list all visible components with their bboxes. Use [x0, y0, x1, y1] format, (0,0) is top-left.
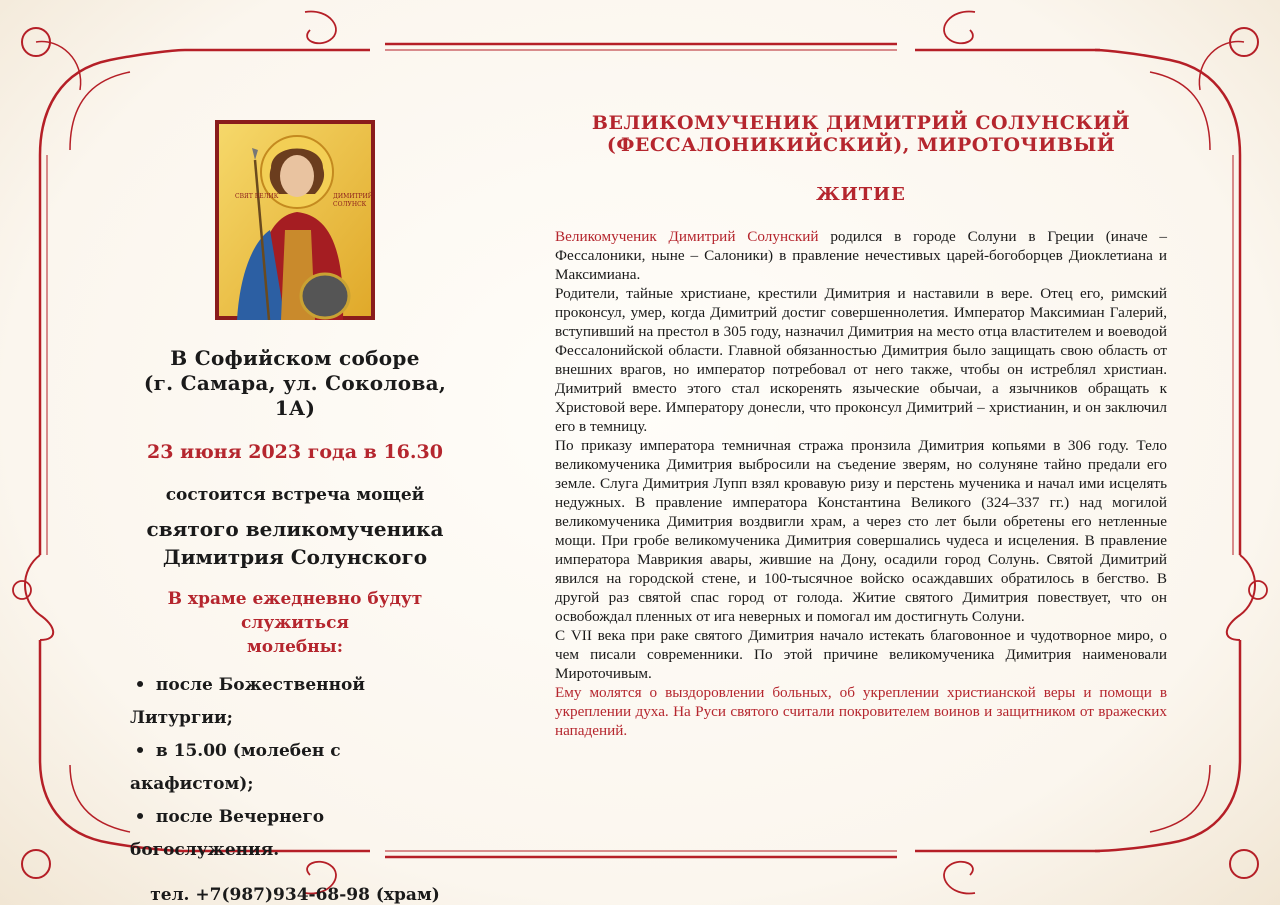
page-title [555, 112, 1167, 156]
event-column [130, 120, 460, 905]
title-line-1: ВЕЛИКОМУЧЕНИК ДИМИТРИЙ СОЛУНСКИЙ [591, 112, 1131, 134]
title-line-2: (ФЕССАЛОНИКИЙСКИЙ), МИРОТОЧИВЫЙ [606, 134, 1116, 156]
icon-inscription-right-2: СОЛУНСК [333, 201, 367, 208]
saint-line-1: святого великомученика [146, 517, 444, 541]
paragraph-prayer: Ему молятся о выздоровлении больных, об укреплении христианской веры и помощи в укреплении духа. На Руси святого считали покровителем воинов и защитником от вражеских нападений. [555, 684, 1167, 739]
list-item: • после Вечернего богослужения. [130, 807, 325, 860]
list-item: • после Божественной Литургии; [130, 675, 365, 728]
service-text: после Божественной Литургии; [130, 675, 365, 728]
paragraph [555, 227, 1167, 284]
service-text: в 15.00 (молебен с акафистом); [130, 741, 341, 794]
icon-inscription-right: ДИМИТРИЙ [333, 193, 373, 200]
venue-line-1: В Софийском соборе [170, 346, 420, 370]
paragraph-rest: родился в городе Солуни в Греции (иначе – Фессалоники, ныне – Салоники) в правление нечестивых царей-богоборцев Диоклетиана и Максимиана. [555, 228, 1167, 283]
daily-line-1: В храме ежедневно будут служиться [167, 589, 423, 633]
services-list [130, 669, 460, 867]
saint-name [130, 515, 460, 571]
event-date: 23 июня 2023 года в 16.30 [147, 441, 443, 463]
paragraph: По приказу императора темничная стража пронзила Димитрия копьями в 306 году. Тело великомученика Димитрия выбросили на съедение зверям, но солуняне тайно предали его земле. Слуга Димитрия Лупп взял кровавую ризу и перстень мученика и начал ими исцелять недужных. В правление императора Константина Великого (324–337 гг.) над могилой великомученика Димитрия воздвигли храм, а через сто лет были обретены его нетленные мощи. При гробе великомученика Димитрия совершались чудеса и исцеления. В правление императора Маврикия авары, жившие на Дону, осадили город Солунь. Святой Димитрий явился на городской стене, и 100-тысячное войско осаждавших обратилось в бегство. В другой раз святой спас город от голода. Житие святого Димитрия повествует, что он освобождал пленных от ига неверных и помогал им достигнуть Солуни. [555, 437, 1167, 625]
section-heading: ЖИТИЕ [816, 184, 906, 205]
paragraph: Родители, тайные христиане, крестили Димитрия и наставили в вере. Отец его, римский проконсул, умер, когда Димитрий достиг совершеннолетия. Император Максимиан Галерий, вступивший на престол в 305 году, назначил Димитрия на место отца властителем и воеводой Фессалонийской области. Главной обязанностью Димитрия было защищать свою область от внешних врагов, но император потребовал от него также, чтобы он истреблял христиан. Димитрий вместо этого стал искоренять языческие обычаи, а язычников обращать к Христовой вере. Императору донесли, что проконсул Димитрий – христианин, и он заключил его в темницу. [555, 285, 1167, 435]
meeting-text: состоится встреча мощей [165, 485, 425, 505]
list-item: • в 15.00 (молебен с акафистом); [130, 741, 341, 794]
saint-icon-image [215, 120, 375, 320]
phone-number: тел. +7(987)934-68-98 (храм) [150, 885, 440, 905]
venue-line-2: (г. Самара, ул. Соколова, 1А) [143, 371, 447, 420]
service-text: после Вечернего богослужения. [130, 807, 325, 860]
paragraph-lead: Великомученик Димитрий Солунский [555, 228, 819, 245]
paragraph: С VII века при раке святого Димитрия начало истекать благовонное и чудотворное миро, о чем писали современники. По этой причине великомученика Димитрия наименовали Мироточивым. [555, 627, 1167, 682]
life-text [555, 227, 1167, 740]
icon-inscription-left: СВЯТ ВЕЛИК [235, 193, 279, 200]
life-column [555, 112, 1167, 740]
venue [130, 346, 460, 421]
daily-line-2: молебны: [246, 637, 343, 657]
daily-services-heading [130, 587, 460, 659]
saint-line-2: Димитрия Солунского [162, 545, 428, 569]
